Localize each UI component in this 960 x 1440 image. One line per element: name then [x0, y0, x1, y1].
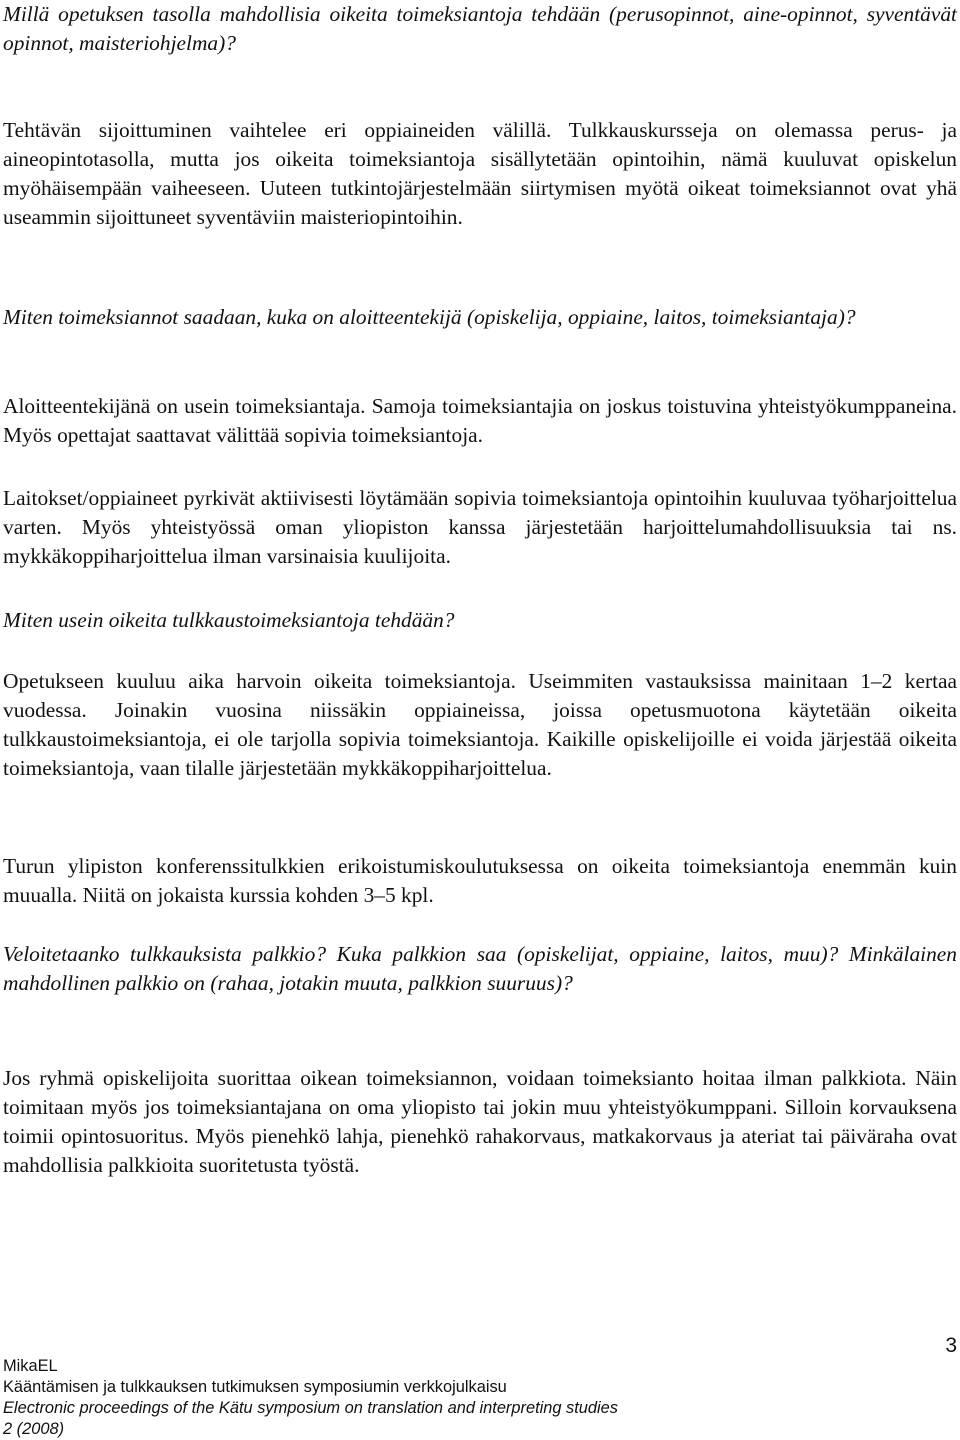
answer-teaching-level: Tehtävän sijoittuminen vaihtelee eri oppiaineiden välillä. Tulkkauskursseja on olemassa perus- ja aineopintotasolla, mutta jos oikeita toimeksiantoja sisällytetään opintoihin, nämä kuuluvat opiskelun myöhäisempään vaiheeseen. Uuteen tutkintojärjestelmään siirtymisen myötä oikeat toimeksiannot ovat yhä useammin sijoittuneet syventäviin maisteriopintoihin. [3, 118, 957, 229]
question-teaching-level: Millä opetuksen tasolla mahdollisia oikeita toimeksiantoja tehdään (perusopinnot, aine-opinnot, syventävät opinnot, maisteriohjelma)? [3, 2, 957, 55]
footer-title-fi: Kääntämisen ja tulkkauksen tutkimuksen symposiumin verkkojulkaisu [3, 1378, 507, 1396]
answer-frequency: Opetukseen kuuluu aika harvoin oikeita toimeksiantoja. Useimmiten vastauksissa mainitaan 1–2 kertaa vuodessa. Joinakin vuosina niissäkin oppiaineissa, joissa opetusmuotona käytetään oikeita tulkkaustoimeksiantoja, ei ole tarjolla sopivia toimeksiantoja. Kaikille opiskelijoille ei voida järjestää oikeita toimeksiantoja, vaan tilalle järjestetään mykkäkoppiharjoittelua. [3, 669, 957, 780]
footer-title-en: Electronic proceedings of the Kätu symposium on translation and interpreting studies [3, 1399, 618, 1417]
question-frequency: Miten usein oikeita tulkkaustoimeksiantoja tehdään? [3, 608, 455, 632]
page-footer [3, 1356, 923, 1440]
answer-initiator: Aloitteentekijänä on usein toimeksiantaja. Samoja toimeksiantajia on joskus toistuvina yhteistyökumppaneina. Myös opettajat saattavat välittää sopivia toimeksiantoja. [3, 394, 957, 447]
answer-fees: Jos ryhmä opiskelijoita suorittaa oikean toimeksiannon, voidaan toimeksianto hoitaa ilman palkkiota. Näin toimitaan myös jos toimeksiantajana on oma yliopisto tai jokin muu yhteistyökumppani. Silloin korvauksena toimii opintosuoritus. Myös pienehkö lahja, pienehkö rahakorvaus, matkakorvaus ja ateriat tai päiväraha ovat mahdollisia palkkioita suoritetusta työstä. [3, 1066, 957, 1177]
question-initiator: Miten toimeksiannot saadaan, kuka on aloitteentekijä (opiskelija, oppiaine, laitos, toimeksiantaja)? [3, 305, 856, 329]
footer-journal-name: MikaEL [3, 1357, 58, 1375]
answer-turku: Turun ylipiston konferenssitulkkien erikoistumiskoulutuksessa on oikeita toimeksiantoja enemmän kuin muualla. Niitä on jokaista kurssia kohden 3–5 kpl. [3, 854, 957, 907]
answer-departments: Laitokset/oppiaineet pyrkivät aktiivisesti löytämään sopivia toimeksiantoja opintoihin kuuluvaa työharjoittelua varten. Myös yhteistyössä oman yliopiston kanssa järjestetään harjoittelumahdollisuuksia tai ns. mykkäkoppiharjoittelua ilman varsinaisia kuulijoita. [3, 486, 957, 568]
footer-issue: 2 (2008) [3, 1420, 65, 1438]
question-fees: Veloitetaanko tulkkauksista palkkio? Kuka palkkion saa (opiskelijat, oppiaine, laitos, muu)? Minkälainen mahdollinen palkkio on (rahaa, jotakin muuta, palkkion suuruus)? [3, 942, 957, 995]
page-number: 3 [945, 1334, 957, 1357]
